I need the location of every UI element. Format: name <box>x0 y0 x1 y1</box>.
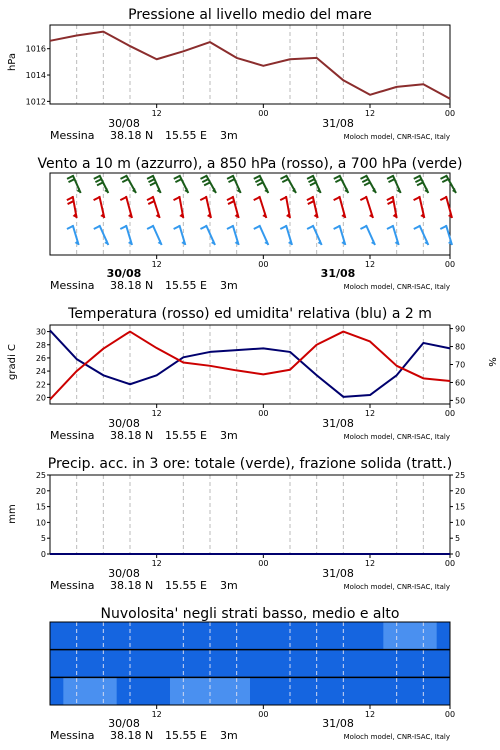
temp-day-2: 31/08 <box>322 417 354 430</box>
barb-feather <box>227 176 233 179</box>
barb-700hpa <box>334 175 349 193</box>
humidity-line <box>50 330 450 396</box>
barb-feather <box>228 201 234 204</box>
barb-feather <box>147 176 153 179</box>
svg-text:Moloch model, CNR-ISAC, Italy: Moloch model, CNR-ISAC, Italy <box>343 283 450 291</box>
barb-feather <box>148 201 154 204</box>
x-tick-label: 12 <box>151 109 162 118</box>
x-tick-label: 12 <box>151 559 162 568</box>
y-tick-label-right: 70 <box>455 360 466 370</box>
y-tick-label: 0 <box>40 550 46 559</box>
y-tick-label-right: 15 <box>455 502 466 512</box>
barb-feather <box>254 176 260 179</box>
y-tick-label: 15 <box>35 502 46 512</box>
barb-feather <box>174 226 180 229</box>
barb-feather <box>94 197 100 200</box>
barb-10m <box>360 225 375 245</box>
y-tick-label: 26 <box>35 353 46 363</box>
x-tick-label: 00 <box>258 409 269 418</box>
y-tick-label: 22 <box>35 380 46 390</box>
barb-feather <box>364 182 370 185</box>
plot-frame <box>50 325 450 404</box>
precip-day-1: 30/08 <box>108 567 140 580</box>
barb-feather <box>441 176 447 179</box>
y-tick-label: 1014 <box>25 71 46 81</box>
barb-feather <box>387 197 393 200</box>
x-tick-label: 12 <box>364 559 376 568</box>
x-tick-label: 12 <box>151 710 162 719</box>
svg-text:Moloch model, CNR-ISAC, Italy: Moloch model, CNR-ISAC, Italy <box>343 583 450 591</box>
barb-850hpa <box>147 196 160 218</box>
barb-feather <box>282 179 288 182</box>
y-tick-label-right: 60 <box>455 378 466 388</box>
x-tick-label: 12 <box>364 710 376 719</box>
svg-text:Messina: Messina <box>50 579 95 592</box>
barb-feather <box>280 197 286 200</box>
cloud-day-1: 30/08 <box>108 717 140 730</box>
barb-10m <box>94 225 109 245</box>
y-tick-label: 25 <box>35 471 46 480</box>
barb-feather <box>310 182 316 185</box>
barb-feather <box>255 179 261 182</box>
barb-feather <box>387 226 393 229</box>
svg-text:Moloch model, CNR-ISAC, Italy: Moloch model, CNR-ISAC, Italy <box>343 433 450 441</box>
svg-text:15.55 E: 15.55 E <box>165 429 207 442</box>
barb-10m <box>174 225 186 245</box>
barb-850hpa <box>67 196 77 218</box>
barb-feather <box>147 226 153 229</box>
barb-feather <box>387 176 393 179</box>
x-tick-label: 00 <box>444 559 456 568</box>
plot-frame <box>50 475 450 554</box>
y-tick-label: 5 <box>40 534 46 544</box>
barb-feather <box>442 179 448 182</box>
barb-feather <box>94 226 100 229</box>
barb-feather <box>69 179 75 182</box>
barb-700hpa <box>281 175 297 193</box>
y-tick-label-right: 20 <box>455 486 466 496</box>
barb-850hpa <box>227 196 239 218</box>
barb-700hpa <box>94 175 109 193</box>
barb-850hpa <box>254 196 267 218</box>
barb-10m <box>414 225 429 245</box>
barb-700hpa <box>174 175 189 193</box>
barb-10m <box>280 225 292 245</box>
barb-feather <box>97 182 103 185</box>
barb-feather <box>361 176 367 179</box>
y-tick-label: 28 <box>35 340 46 350</box>
location-line-3 <box>50 429 450 442</box>
barb-700hpa <box>147 175 161 193</box>
y-tick-label-right: 0 <box>455 550 461 559</box>
precip-ylabel: mm <box>7 504 18 524</box>
svg-text:3m: 3m <box>220 429 238 442</box>
svg-text:3m: 3m <box>220 279 238 292</box>
wind-title: Vento a 10 m (azzurro), a 850 hPa (rosso), a 700 hPa (verde) <box>37 156 463 172</box>
barb-feather <box>254 226 260 229</box>
x-tick-label: 00 <box>444 710 456 719</box>
plot-frame <box>50 173 450 255</box>
barb-10m <box>334 225 346 245</box>
x-tick-label: 00 <box>444 260 456 269</box>
y-tick-label: 20 <box>35 393 46 403</box>
x-tick-label: 12 <box>364 260 376 269</box>
barb-feather <box>307 226 313 229</box>
barb-feather <box>335 179 341 182</box>
barb-850hpa <box>334 196 346 218</box>
x-tick-label: 00 <box>444 409 456 418</box>
svg-text:3m: 3m <box>220 729 238 742</box>
svg-text:Messina: Messina <box>50 729 95 742</box>
barb-10m <box>307 225 322 245</box>
y-tick-label: 30 <box>35 327 46 337</box>
barb-feather <box>149 179 155 182</box>
barb-feather <box>200 197 206 200</box>
x-tick-label: 00 <box>258 710 269 719</box>
svg-text:15.55 E: 15.55 E <box>165 129 207 142</box>
pressure-title: Pressione al livello medio del mare <box>128 7 372 23</box>
barb-700hpa <box>307 175 321 193</box>
svg-text:38.18 N: 38.18 N <box>110 129 154 142</box>
humidity-ylabel: % <box>486 357 497 367</box>
barb-feather <box>360 197 366 200</box>
barb-10m <box>387 225 399 245</box>
y-tick-label-right: 90 <box>455 324 466 334</box>
pressure-panel <box>26 25 455 118</box>
barb-feather <box>94 176 100 179</box>
barb-feather <box>147 197 153 200</box>
barb-feather <box>308 201 314 204</box>
svg-text:Messina: Messina <box>50 129 95 142</box>
cloud-cell-light <box>383 622 436 650</box>
x-tick-label: 00 <box>258 559 269 568</box>
barb-feather <box>201 176 207 179</box>
temperature-line <box>50 332 450 400</box>
barb-feather <box>417 182 423 185</box>
barb-feather <box>254 197 260 200</box>
barb-feather <box>120 226 126 229</box>
x-tick-label: 12 <box>364 109 376 118</box>
pressure-day-2: 31/08 <box>322 117 354 130</box>
x-tick-label: 12 <box>151 260 162 269</box>
temp-day-1: 30/08 <box>108 417 140 430</box>
temp-ylabel: gradi C <box>7 344 18 380</box>
plot-frame <box>50 25 450 104</box>
svg-text:15.55 E: 15.55 E <box>165 579 207 592</box>
y-tick-label: 24 <box>35 367 46 377</box>
barb-feather <box>120 197 126 200</box>
svg-text:Messina: Messina <box>50 279 95 292</box>
pressure-ylabel: hPa <box>7 52 18 72</box>
x-tick-label: 00 <box>258 260 269 269</box>
svg-text:38.18 N: 38.18 N <box>110 279 154 292</box>
barb-700hpa <box>227 175 241 193</box>
barb-850hpa <box>387 196 397 218</box>
location-line-5 <box>50 729 450 742</box>
location-line-1 <box>50 129 450 142</box>
barb-feather <box>121 176 127 179</box>
precip-day-2: 31/08 <box>322 567 354 580</box>
barb-feather <box>440 226 446 229</box>
barb-feather <box>414 176 420 179</box>
barb-feather <box>334 226 340 229</box>
barb-feather <box>388 201 394 204</box>
barb-feather <box>307 176 313 179</box>
y-tick-label-right: 5 <box>455 534 461 544</box>
barb-feather <box>68 201 74 204</box>
barb-850hpa <box>280 196 290 218</box>
barb-feather <box>360 226 366 229</box>
y-tick-label-right: 50 <box>455 396 466 406</box>
barb-feather <box>204 182 210 185</box>
barb-feather <box>281 176 287 179</box>
location-line-4 <box>50 579 450 592</box>
barb-feather <box>67 176 73 179</box>
y-tick-label: 1016 <box>25 44 46 54</box>
x-tick-label: 00 <box>258 109 269 118</box>
svg-text:Messina: Messina <box>50 429 95 442</box>
barb-850hpa <box>414 196 425 218</box>
svg-text:38.18 N: 38.18 N <box>110 579 154 592</box>
barb-10m <box>254 225 269 245</box>
barb-feather <box>174 197 180 200</box>
barb-feather <box>95 179 101 182</box>
barb-850hpa <box>307 196 318 218</box>
svg-text:Moloch model, CNR-ISAC, Italy: Moloch model, CNR-ISAC, Italy <box>343 133 450 141</box>
barb-700hpa <box>67 175 81 193</box>
barb-feather <box>334 176 340 179</box>
svg-text:15.55 E: 15.55 E <box>165 729 207 742</box>
cloud-day-2: 31/08 <box>322 717 354 730</box>
temp-panel <box>36 325 465 418</box>
x-tick-label: 12 <box>364 409 376 418</box>
barb-feather <box>309 179 315 182</box>
barb-feather <box>175 179 181 182</box>
y-tick-label-right: 10 <box>455 518 466 528</box>
barb-feather <box>257 182 263 185</box>
cloud-cell-light <box>63 677 116 705</box>
y-tick-label-right: 80 <box>455 342 466 352</box>
barb-feather <box>150 182 156 185</box>
svg-text:38.18 N: 38.18 N <box>110 729 154 742</box>
precip-panel <box>36 471 465 568</box>
svg-text:15.55 E: 15.55 E <box>165 279 207 292</box>
barb-feather <box>122 179 128 182</box>
barb-10m <box>67 225 79 245</box>
barb-10m <box>120 225 132 245</box>
barb-feather <box>202 179 208 182</box>
y-tick-label: 20 <box>35 486 46 496</box>
barb-850hpa <box>174 196 184 218</box>
barb-feather <box>440 197 446 200</box>
barb-feather <box>280 226 286 229</box>
svg-text:Moloch model, CNR-ISAC, Italy: Moloch model, CNR-ISAC, Italy <box>343 733 450 741</box>
x-tick-label: 00 <box>444 109 456 118</box>
x-tick-label: 12 <box>151 409 162 418</box>
barb-850hpa <box>120 196 132 218</box>
barb-feather <box>67 226 73 229</box>
barb-700hpa <box>361 175 377 193</box>
barb-feather <box>229 179 235 182</box>
barb-700hpa <box>254 175 269 193</box>
svg-text:38.18 N: 38.18 N <box>110 429 154 442</box>
barb-10m <box>147 225 162 245</box>
svg-text:3m: 3m <box>220 129 238 142</box>
barb-feather <box>414 197 420 200</box>
barb-feather <box>415 179 421 182</box>
svg-text:3m: 3m <box>220 579 238 592</box>
barb-feather <box>414 226 420 229</box>
pressure-day-1: 30/08 <box>108 117 140 130</box>
y-tick-label: 10 <box>35 518 46 528</box>
barb-700hpa <box>414 175 429 193</box>
temp-title: Temperatura (rosso) ed umidita' relativa (blu) a 2 m <box>68 306 432 322</box>
barb-850hpa <box>200 196 211 218</box>
barb-850hpa <box>94 196 105 218</box>
barb-feather <box>67 197 73 200</box>
barb-700hpa <box>121 175 137 193</box>
precip-title: Precip. acc. in 3 ore: totale (verde), frazione solida (tratt.) <box>47 456 453 472</box>
barb-850hpa <box>360 196 373 218</box>
barb-feather <box>307 197 313 200</box>
barb-feather <box>227 226 233 229</box>
barb-feather <box>389 179 395 182</box>
barb-feather <box>227 197 233 200</box>
barb-feather <box>174 176 180 179</box>
barb-10m <box>227 225 239 245</box>
barb-700hpa <box>387 175 401 193</box>
barb-700hpa <box>201 175 217 193</box>
barb-feather <box>362 179 368 182</box>
pressure-line <box>50 32 450 99</box>
barb-700hpa <box>441 175 457 193</box>
cloud-title: Nuvolosita' negli strati basso, medio e alto <box>100 606 400 622</box>
y-tick-label: 1012 <box>25 97 46 107</box>
barb-10m <box>200 225 215 245</box>
wind-day-1: 30/08 <box>106 267 142 280</box>
barb-feather <box>334 197 340 200</box>
wind-panel <box>50 173 456 269</box>
cloud-panel <box>50 622 455 719</box>
y-tick-label-right: 25 <box>455 471 466 480</box>
wind-day-2: 31/08 <box>320 267 356 280</box>
barb-feather <box>200 226 206 229</box>
location-line-2 <box>50 279 450 292</box>
